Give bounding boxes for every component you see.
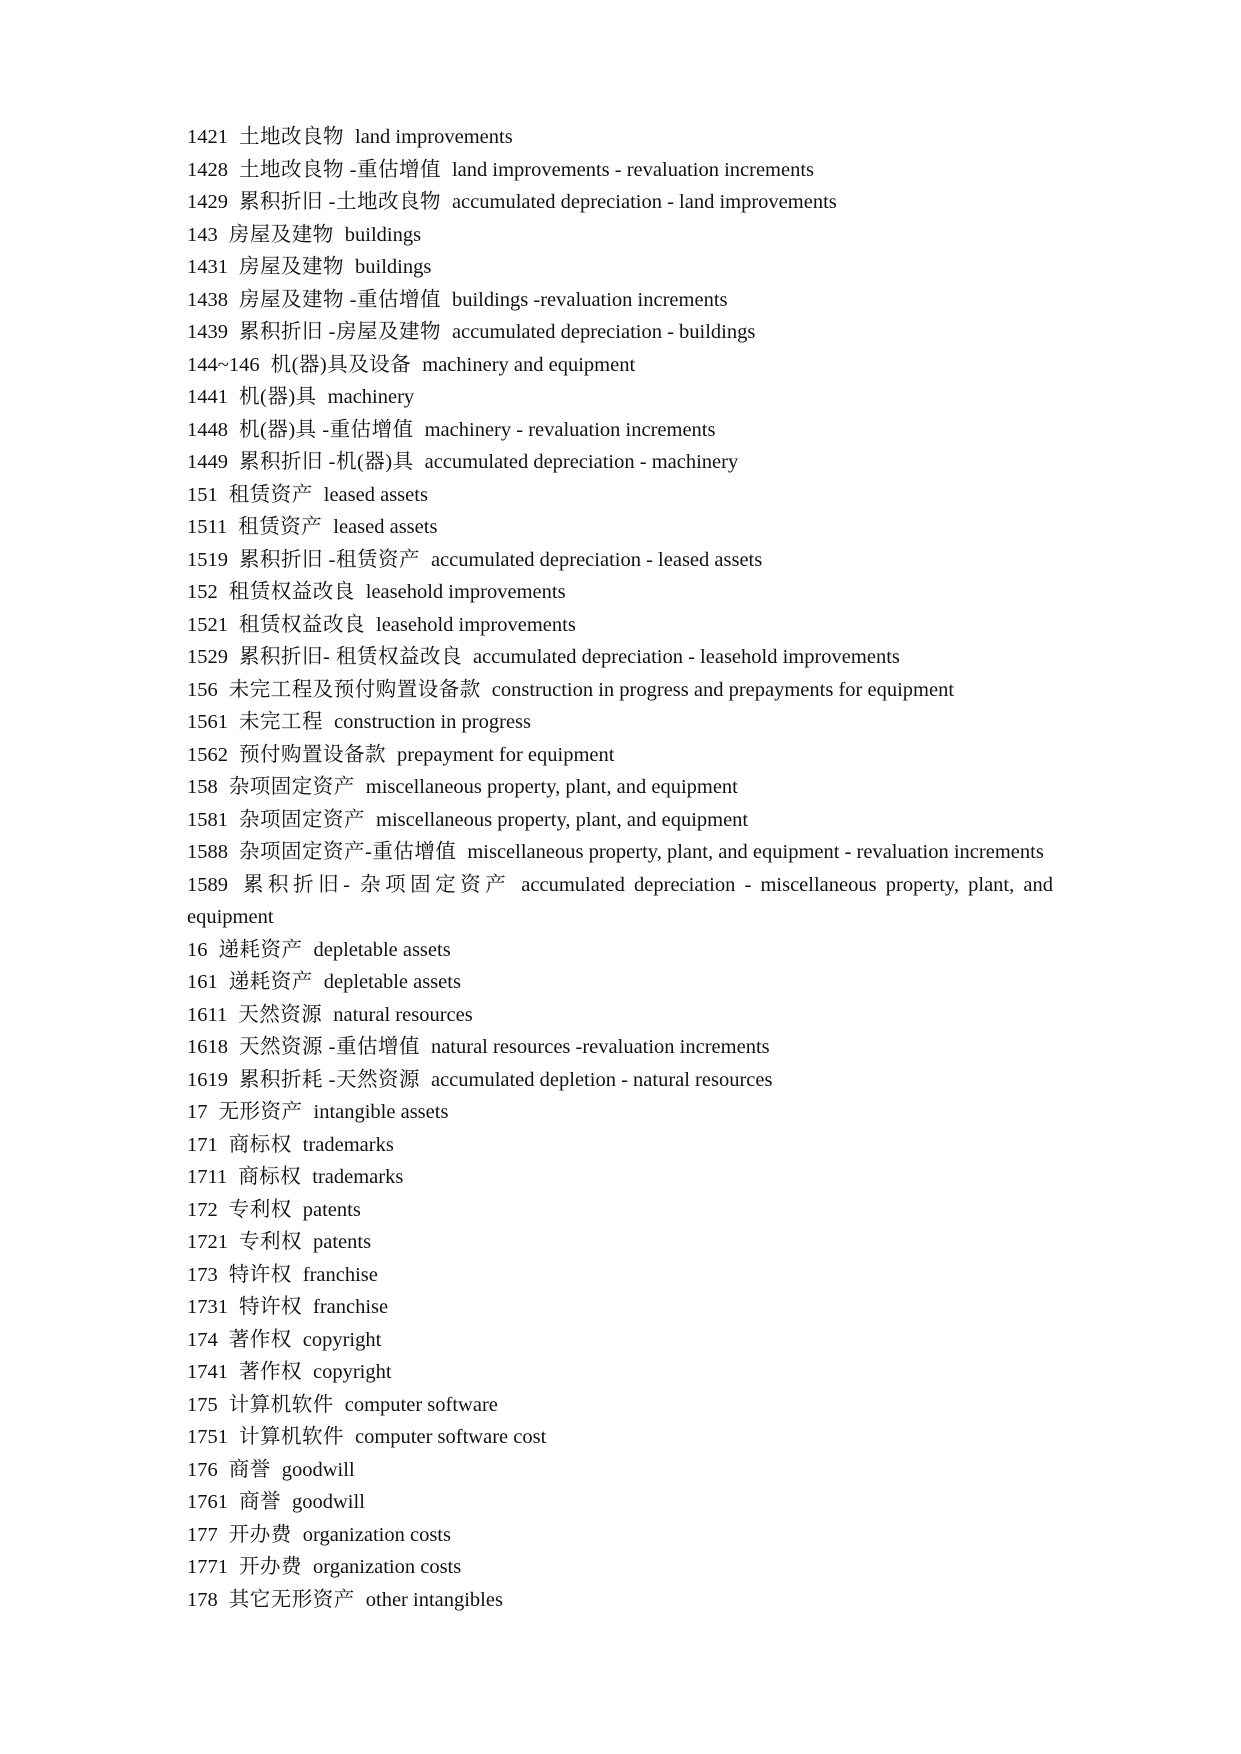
account-code: 171	[187, 1133, 218, 1156]
account-name-chinese: 租赁权益改良	[228, 581, 355, 603]
account-entry	[187, 1584, 1053, 1617]
account-name-english: natural resources -revaluation increments	[430, 1036, 770, 1058]
account-entry	[187, 999, 1053, 1032]
account-entry	[187, 1096, 1053, 1129]
account-code: 161	[187, 971, 218, 993]
account-name-chinese: 累积折耗 -天然资源	[239, 1068, 420, 1091]
account-name-english: buildings -revaluation increments	[451, 288, 728, 311]
account-name-chinese: 房屋及建物	[228, 223, 334, 246]
account-code: 1438	[187, 288, 228, 311]
account-code: 174	[187, 1328, 218, 1351]
account-name-chinese: 累积折旧 -机(器)具	[239, 451, 414, 473]
account-name-chinese: 机(器)具 -重估增值	[239, 418, 414, 441]
account-name-english: intangible assets	[313, 1101, 449, 1123]
account-code: 1751	[187, 1426, 228, 1448]
account-entry	[187, 1356, 1053, 1389]
account-name-chinese: 累积折旧 -房屋及建物	[239, 321, 441, 343]
account-code: 1771	[187, 1556, 228, 1578]
account-name-chinese: 租赁权益改良	[239, 613, 365, 636]
account-code: 1588	[187, 841, 228, 863]
account-name-english: miscellaneous property, plant, and equipment	[365, 776, 738, 798]
account-entry	[187, 1194, 1053, 1227]
account-name-chinese: 累积折旧 -土地改良物	[239, 191, 441, 213]
account-name-chinese: 特许权	[228, 1263, 292, 1286]
account-entry	[187, 284, 1053, 317]
account-entry	[187, 1519, 1053, 1552]
account-entry	[187, 544, 1053, 577]
account-name-chinese: 商誉	[239, 1491, 281, 1513]
account-name-english: accumulated depreciation - leased assets	[430, 548, 763, 571]
account-name-chinese: 土地改良物	[239, 126, 344, 148]
account-name-english: trademarks	[312, 1166, 404, 1188]
account-entry	[187, 674, 1053, 707]
account-entry	[187, 1226, 1053, 1259]
account-code: 1449	[187, 451, 228, 473]
account-name-chinese: 商标权	[238, 1166, 302, 1188]
account-code: 1519	[187, 548, 228, 571]
account-code: 175	[187, 1393, 218, 1416]
account-code: 1731	[187, 1296, 228, 1318]
account-code: 173	[187, 1263, 218, 1286]
account-code: 1448	[187, 418, 228, 441]
account-name-chinese: 特许权	[239, 1296, 302, 1318]
account-entry	[187, 316, 1053, 349]
account-code: 172	[187, 1198, 218, 1221]
account-name-english: trademarks	[302, 1133, 394, 1156]
account-name-english: buildings	[344, 223, 422, 246]
account-entry	[187, 446, 1053, 479]
account-name-english: other intangibles	[365, 1588, 503, 1611]
account-code: 1439	[187, 321, 228, 343]
account-code: 1429	[187, 191, 228, 213]
account-name-english: leased assets	[333, 516, 438, 538]
account-code: 1561	[187, 711, 228, 733]
account-name-chinese: 累积折旧- 杂项固定资产	[239, 873, 511, 896]
account-entry	[187, 381, 1053, 414]
account-code: 144~146	[187, 353, 260, 376]
account-code: 143	[187, 223, 218, 246]
account-code: 1428	[187, 158, 228, 181]
account-name-english: machinery	[327, 386, 415, 408]
account-name-english: accumulated depreciation - buildings	[451, 321, 756, 343]
account-entry	[187, 186, 1053, 219]
account-code: 156	[187, 678, 218, 701]
account-name-english: natural resources	[333, 1003, 473, 1026]
account-name-english: organization costs	[313, 1556, 462, 1578]
account-name-english: franchise	[302, 1263, 378, 1286]
account-name-english: patents	[313, 1231, 372, 1253]
account-entry	[187, 414, 1053, 447]
account-name-chinese: 其它无形资产	[228, 1588, 355, 1611]
account-entry	[187, 1551, 1053, 1584]
account-name-chinese: 开办费	[239, 1556, 302, 1578]
account-entry	[187, 739, 1053, 772]
account-name-english: depletable assets	[323, 971, 461, 993]
account-name-chinese: 杂项固定资产	[239, 808, 365, 831]
account-code: 158	[187, 776, 218, 798]
account-entry	[187, 804, 1053, 837]
account-code: 1711	[187, 1166, 228, 1188]
account-name-english: miscellaneous property, plant, and equipment - revaluation increments	[467, 841, 1044, 863]
account-code: 1421	[187, 126, 228, 148]
account-name-english: organization costs	[302, 1523, 451, 1546]
account-code: 1761	[187, 1491, 228, 1513]
account-entry	[187, 1291, 1053, 1324]
account-entry	[187, 609, 1053, 642]
account-name-chinese: 未完工程及预付购置设备款	[228, 678, 481, 701]
account-name-chinese: 预付购置设备款	[239, 743, 386, 766]
account-entry	[187, 771, 1053, 804]
account-code: 16	[187, 938, 208, 961]
account-name-chinese: 累积折旧- 租赁权益改良	[239, 646, 462, 668]
account-name-chinese: 累积折旧 -租赁资产	[239, 548, 420, 571]
account-entry	[187, 511, 1053, 544]
account-name-chinese: 房屋及建物	[239, 256, 344, 278]
account-name-english: construction in progress	[334, 711, 531, 733]
account-entry	[187, 1064, 1053, 1097]
account-name-english: computer software cost	[355, 1426, 547, 1448]
account-name-chinese: 无形资产	[218, 1101, 303, 1123]
account-code: 1431	[187, 256, 228, 278]
account-name-english: patents	[302, 1198, 361, 1221]
account-name-chinese: 杂项固定资产	[228, 776, 355, 798]
account-code: 1589	[187, 873, 228, 896]
account-name-english: goodwill	[292, 1491, 365, 1513]
account-name-chinese: 房屋及建物 -重估增值	[239, 288, 441, 311]
account-entry	[187, 121, 1053, 154]
account-entry	[187, 349, 1053, 382]
account-name-english: leased assets	[323, 483, 428, 506]
account-name-english: miscellaneous property, plant, and equipment	[376, 808, 749, 831]
account-name-chinese: 商誉	[228, 1458, 271, 1481]
account-name-english: accumulated depletion - natural resources	[430, 1068, 773, 1091]
account-name-english: accumulated depreciation - machinery	[424, 451, 739, 473]
account-name-chinese: 天然资源 -重估增值	[239, 1036, 420, 1058]
account-name-english: accumulated depreciation - leasehold improvements	[472, 646, 900, 668]
account-name-chinese: 递耗资产	[218, 938, 303, 961]
account-entry	[187, 1324, 1053, 1357]
account-entry	[187, 1421, 1053, 1454]
account-name-chinese: 机(器)具	[239, 386, 317, 408]
account-entry	[187, 966, 1053, 999]
account-name-chinese: 商标权	[228, 1133, 292, 1156]
account-entry	[187, 1161, 1053, 1194]
account-entry	[187, 836, 1053, 869]
account-name-chinese: 著作权	[239, 1361, 302, 1383]
account-code-list	[187, 121, 1053, 1616]
account-entry	[187, 1486, 1053, 1519]
account-code: 17	[187, 1101, 208, 1123]
account-name-english: buildings	[355, 256, 432, 278]
account-name-english: machinery and equipment	[422, 353, 636, 376]
account-name-english: leasehold improvements	[376, 613, 576, 636]
account-entry	[187, 576, 1053, 609]
account-name-chinese: 专利权	[228, 1198, 292, 1221]
account-name-chinese: 土地改良物 -重估增值	[239, 158, 441, 181]
account-name-english: leasehold improvements	[365, 581, 566, 603]
account-name-chinese: 天然资源	[238, 1003, 323, 1026]
account-code: 1529	[187, 646, 228, 668]
account-name-chinese: 杂项固定资产-重估增值	[239, 841, 457, 863]
account-code: 1441	[187, 386, 228, 408]
account-name-english: land improvements - revaluation increments	[451, 158, 815, 181]
account-entry	[187, 869, 1053, 934]
account-code: 1741	[187, 1361, 228, 1383]
account-name-english: construction in progress and prepayments for equipment	[491, 678, 955, 701]
account-code: 152	[187, 581, 218, 603]
account-code: 1521	[187, 613, 228, 636]
account-name-chinese: 未完工程	[239, 711, 323, 733]
account-name-chinese: 计算机软件	[239, 1426, 344, 1448]
account-code: 151	[187, 483, 218, 506]
account-entry	[187, 219, 1053, 252]
account-code: 1562	[187, 743, 228, 766]
account-name-english: prepayment for equipment	[397, 743, 615, 766]
account-name-english: land improvements	[355, 126, 513, 148]
account-entry	[187, 1129, 1053, 1162]
account-name-english: depletable assets	[313, 938, 451, 961]
account-name-chinese: 租赁资产	[238, 516, 323, 538]
account-code: 1581	[187, 808, 228, 831]
account-entry	[187, 934, 1053, 967]
account-entry	[187, 641, 1053, 674]
account-name-english: franchise	[313, 1296, 389, 1318]
account-name-chinese: 递耗资产	[228, 971, 313, 993]
account-name-english: computer software	[344, 1393, 498, 1416]
account-code: 1618	[187, 1036, 228, 1058]
account-entry	[187, 1454, 1053, 1487]
account-entry	[187, 479, 1053, 512]
account-name-english: copyright	[313, 1361, 392, 1383]
account-name-english: goodwill	[281, 1458, 355, 1481]
account-entry	[187, 1259, 1053, 1292]
account-name-chinese: 租赁资产	[228, 483, 313, 506]
account-entry	[187, 1389, 1053, 1422]
account-name-chinese: 专利权	[239, 1231, 302, 1253]
account-name-english: machinery - revaluation increments	[424, 418, 716, 441]
account-code: 1619	[187, 1068, 228, 1091]
account-name-chinese: 计算机软件	[228, 1393, 334, 1416]
account-entry	[187, 706, 1053, 739]
account-name-chinese: 著作权	[228, 1328, 292, 1351]
account-code: 1511	[187, 516, 228, 538]
account-code: 176	[187, 1458, 218, 1481]
account-name-english: accumulated depreciation - land improvements	[451, 191, 837, 213]
account-name-chinese: 机(器)具及设备	[270, 353, 412, 376]
account-entry	[187, 251, 1053, 284]
account-entry	[187, 154, 1053, 187]
account-entry	[187, 1031, 1053, 1064]
account-code: 1611	[187, 1003, 228, 1026]
account-code: 1721	[187, 1231, 228, 1253]
account-name-chinese: 开办费	[228, 1523, 292, 1546]
account-name-english: accumulated depreciation - miscellaneous property, plant, and equipment	[187, 873, 1053, 928]
account-code: 178	[187, 1588, 218, 1611]
account-code: 177	[187, 1523, 218, 1546]
account-name-english: copyright	[302, 1328, 382, 1351]
